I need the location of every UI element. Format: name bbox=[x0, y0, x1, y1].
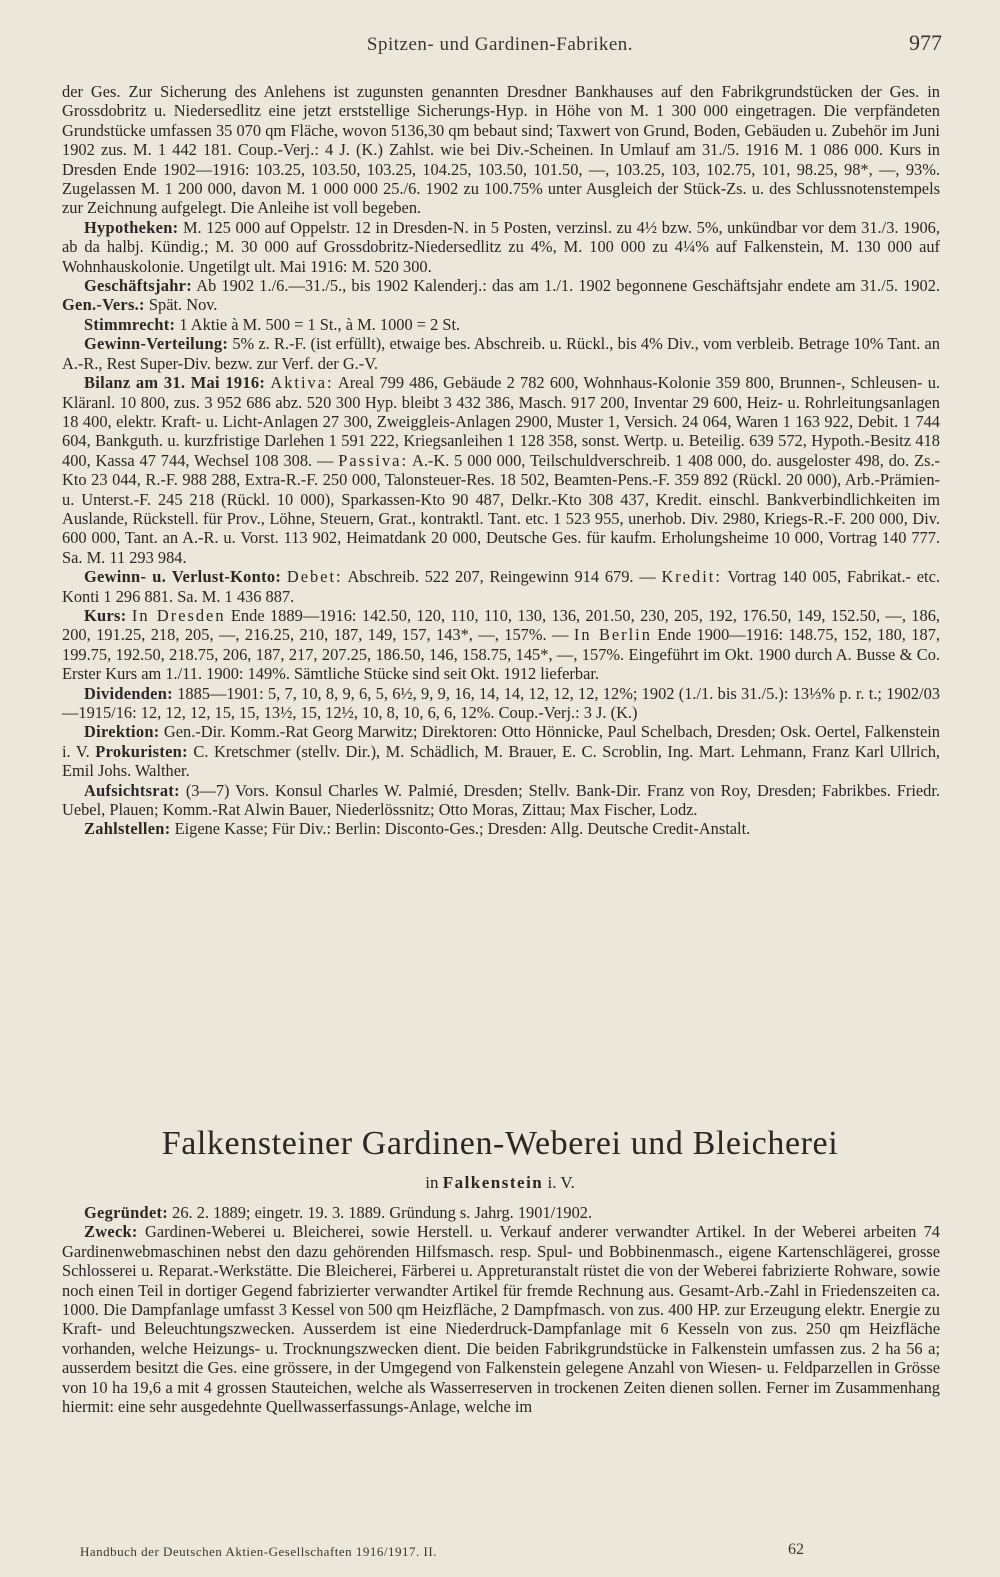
passiva-text: A.-K. 5 000 000, Teilschuldverschreib. 1 408 000, do. ausgeloster 498, do. Zs.-Kto 23 044, R.-F. 988 288, Extra-R.-F. 250 000, Talonsteuer-Res. 18 502, Beamten-Pens.-F. 359 892 (Rückl. 20 000), Arb.-Prämien- u. Unterst.-F. 245 218 (Rückl. 10 000), Sparkassen-Kto 90 487, Delkr.-Kto 308 437, Kredit. einschl. Bankverbindlichkeiten im Auslande, Rückstell. für Prov., Löhne, Steuern, Grat., kontraktl. Tant. etc. 1 523 955, unerhob. Div. 2980, Kriegs-R.-F. 200 000, Div. 600 000, Tant. an A.-R. u. Vorst. 113 902, Heimatdank 20 000, Deutsche Ges. für kaufm. Erholungsheime 10 000, Vortrag 140 777. Sa. M. 11 293 984. bbox=[62, 450, 941, 567]
dividenden-label: Dividenden: bbox=[84, 683, 173, 703]
zahlstellen-label: Zahlstellen: bbox=[84, 819, 171, 839]
aufsichtsrat-label: Aufsichtsrat: bbox=[84, 780, 180, 800]
kurs-label: Kurs: bbox=[84, 605, 127, 625]
gewinn-verteilung-text: 5% z. R.-F. (ist erfüllt), etwaige bes. Abschreib. u. Rückl., bis 4% Div., vom verbleib. Betrage 10% Tant. an A.-R., Rest Super-Div. bezw. zur Verf. der G.-V. bbox=[62, 334, 940, 373]
kurs-berlin-label: In Berlin bbox=[573, 625, 652, 645]
gewinn-verlust-paragraph bbox=[62, 567, 940, 606]
direktion-label: Direktion: bbox=[84, 722, 160, 742]
prokuristen-text: C. Kretschmer (stellv. Dir.), M. Schädlich, M. Brauer, E. C. Scroblin, Ing. Mart. Lehmann, Franz Karl Ullrich, Emil Johs. Walther. bbox=[62, 741, 941, 781]
hypotheken-label: Hypotheken: bbox=[84, 217, 179, 237]
kurs-dresden-text: Ende 1889—1916: 142.50, 120, 110, 110, 130, 136, 201.50, 230, 205, 192, 176.50, 149, 152.50, —, 186, 200, 191.25, 218, 205, —, 216.25, 210, 187, 149, 157, 143*, —, 157%. — bbox=[62, 605, 940, 645]
kurs-paragraph bbox=[62, 606, 940, 684]
location-name: Falkenstein bbox=[442, 1173, 544, 1192]
gen-vers-text: Spät. Nov. bbox=[148, 295, 218, 315]
bilanz-label: Bilanz am 31. Mai 1916: bbox=[84, 373, 266, 393]
zahlstellen-text: Eigene Kasse; Für Div.: Berlin: Disconto-Ges.; Dresden: Allg. Deutsche Credit-Anstalt. bbox=[174, 819, 751, 839]
zweck-paragraph bbox=[62, 1222, 940, 1416]
footer-source: Handbuch der Deutschen Aktien-Gesellschaften 1916/1917. II. bbox=[80, 1544, 437, 1559]
geschaeftsjahr-paragraph bbox=[62, 276, 940, 315]
new-company-entry bbox=[62, 1203, 940, 1416]
company-location bbox=[0, 1173, 1000, 1193]
gewinn-verteilung-label: Gewinn-Verteilung: bbox=[84, 334, 229, 354]
location-prefix: in bbox=[425, 1173, 439, 1192]
bond-details-paragraph: der Ges. Zur Sicherung des Anlehens ist zugunsten genannten Dresdner Bankhauses auf den Fabrikgrundstücken der Ges. in Grossdobritz u. Niedersedlitz eine jetzt erststellige Sicherungs-Hyp. in Höhe von M. 1 300 000 eingetragen. Die verpfändeten Grundstücke umfassen 35 070 qm Fläche, wovon 5136,30 qm bebaut sind; Taxwert von Grund, Boden, Gebäuden u. Zubehör im Juni 1902 zus. M. 1 442 181. Coup.-Verj.: 4 J. (K.) Zahlst. wie bei Div.-Scheinen. In Umlauf am 31./5. 1916 M. 1 086 000. Kurs in Dresden Ende 1902—1916: 103.25, 103.50, 103.25, 104.25, 103.50, 101.50, —, 103.25, 103, 102.75, 101, 98.25, 98*, —, 93%. Zugelassen M. 1 200 000, davon M. 1 000 000 25./6. 1902 zu 100.75% unter Ausgleich der Stück-Zs. u. des Schlussnotenstempels zur Zeichnung aufgelegt. Die Anleihe ist voll begeben. bbox=[62, 82, 940, 218]
debet-label: Debet: bbox=[286, 567, 343, 587]
geschaeftsjahr-label: Geschäftsjahr: bbox=[84, 276, 192, 296]
zahlstellen-paragraph bbox=[62, 819, 940, 838]
stimmrecht-text: 1 Aktie à M. 500 = 1 St., à M. 1000 = 2 St. bbox=[179, 314, 461, 334]
kredit-label: Kredit: bbox=[661, 567, 722, 587]
company-title: Falkensteiner Gardinen-Weberei und Bleicherei bbox=[161, 1125, 839, 1162]
page-number: 977 bbox=[909, 30, 942, 55]
gegruendet-label: Gegründet: bbox=[84, 1203, 169, 1222]
footer-signature: 62 bbox=[788, 1541, 804, 1558]
stimmrecht-label: Stimmrecht: bbox=[84, 314, 176, 334]
dividenden-text: 1885—1901: 5, 7, 10, 8, 9, 6, 5, 6½, 9, 9, 16, 14, 14, 12, 12, 12, 12%; 1902 (1./1. bis 31./5.): 13⅓% p. r. t.; 1902/03—1915/16: 12, 12, 12, 15, 15, 13½, 15, 12½, 10, 8, 10, 6, 6, 12%. Coup.-Verj.: 3 J. (K.) bbox=[62, 683, 940, 722]
aufsichtsrat-paragraph bbox=[62, 781, 940, 820]
aktiva-label: Aktiva: bbox=[270, 373, 334, 393]
passiva-label: Passiva: bbox=[338, 450, 409, 470]
gewinn-verteilung-paragraph bbox=[62, 334, 940, 373]
kurs-dresden-label: In Dresden bbox=[131, 605, 226, 625]
bilanz-paragraph bbox=[62, 373, 940, 567]
gen-vers-label: Gen.-Vers.: bbox=[62, 295, 145, 315]
gegruendet-paragraph bbox=[62, 1203, 940, 1222]
kredit-text: Vortrag 140 005, Fabrikat.- etc. Konti 1 296 881. Sa. M. 1 436 887. bbox=[62, 567, 940, 606]
gewinn-verlust-label: Gewinn- u. Verlust-Konto: bbox=[84, 567, 282, 587]
hypotheken-paragraph bbox=[62, 218, 940, 276]
running-title: Spitzen- und Gardinen-Fabriken. bbox=[366, 34, 634, 55]
continued-company-entry bbox=[62, 82, 940, 839]
location-suffix: i. V. bbox=[547, 1173, 575, 1192]
hypotheken-text: M. 125 000 auf Oppelstr. 12 in Dresden-N. in 5 Posten, verzinsl. zu 4½ bzw. 5%, unkündbar vor dem 31./3. 1906, ab da halbj. Kündig.; M. 30 000 auf Grossdobritz-Niedersedlitz zu 4%, M. 100 000 zu 4¼% auf Falkenstein, M. 130 000 auf Wohnhauskolonie. Ungetilgt ult. Mai 1916: M. 520 300. bbox=[62, 217, 940, 276]
direktion-text: Gen.-Dir. Komm.-Rat Georg Marwitz; Direktoren: Otto Hönnicke, Paul Schelbach, Dresden; Osk. Oertel, Falkenstein i. V. bbox=[62, 722, 940, 761]
stimmrecht-paragraph bbox=[62, 315, 940, 334]
dividenden-paragraph bbox=[62, 684, 940, 723]
zweck-label: Zweck: bbox=[84, 1222, 138, 1242]
gegruendet-text: 26. 2. 1889; eingetr. 19. 3. 1889. Gründung s. Jahrg. 1901/1902. bbox=[172, 1203, 593, 1222]
kurs-berlin-text: Ende 1900—1916: 148.75, 152, 180, 187, 199.75, 192.50, 218.75, 206, 187, 217, 207.25, 186.50, 146, 158.75, 145*, —, 157%. Eingeführt im Okt. 1900 durch A. Busse & Co. Erster Kurs am 1./11. 1900: 149%. Sämtliche Stücke sind seit Okt. 1912 lieferbar. bbox=[62, 625, 940, 684]
aufsichtsrat-text: (3—7) Vors. Konsul Charles W. Palmié, Dresden; Stellv. Bank-Dir. Franz von Roy, Dresden; Fabrikbes. Friedr. Uebel, Plauen; Komm.-Rat Alwin Bauer, Niederlössnitz; Otto Moras, Zittau; Max Fischer, Lodz. bbox=[62, 780, 940, 820]
aktiva-text: Areal 799 486, Gebäude 2 782 600, Wohnhaus-Kolonie 359 800, Brunnen-, Schleusen- u. Kläranl. 10 800, zus. 3 952 686 abz. 520 300 Hyp. bleibt 3 432 386, Masch. 917 200, Inventar 29 600, Heiz- u. Rohrleitungsanlagen 18 400, elektr. Kraft- u. Licht-Anlagen 27 300, Zweiggleis-Anlagen 2900, Muster 1, Versich. 24 064, Waren 1 163 922, Debit. 1 744 604, Bankguth. u. kurzfristige Darlehen 1 591 222, Kriegsanleihen 1 128 358, sonst. Wertp. u. Beteilig. 639 572, Hypoth.-Besitz 418 400, Kassa 47 744, Wechsel 108 308. — bbox=[62, 373, 940, 470]
direktion-paragraph bbox=[62, 722, 940, 780]
zweck-text: Gardinen-Weberei u. Bleicherei, sowie Herstell. u. Verkauf anderer verwandter Artikel. In der Weberei arbeiten 74 Gardinenwebmaschinen nebst den dazu gehörenden Hilfsmasch. resp. Spul- und Bobbinenmasch., eigene Kartenschlägerei, grosse Schlosserei u. Reparat.-Werkstätte. Die Bleicherei, Färberei u. Appreturanstalt rüstet die von der Weberei fabrizierte Rohware, sowie noch einen Teil in dortiger Gegend fabrizierter verwandter Artikel für fremde Rechnung aus. Gesamt-Arb.-Zahl in Friedenszeiten ca. 1000. Die Dampfanlage umfasst 3 Kessel von 500 qm Heizfläche, 2 Dampfmasch. von zus. 400 HP. zur Erzeugung elektr. Energie zu Kraft- und Beleuchtungszwecken. Ausserdem ist eine Niederdruck-Dampfanlage mit 6 Kesseln von zus. 250 qm Heizfläche vorhanden, welche Heizungs- u. Trocknungszwecken dient. Die beiden Fabrikgrundstücke in Falkenstein umfassen zus. 2 ha 56 a; ausserdem besitzt die Ges. eine grössere, in der Umgegend von Falkenstein gelegene Anzahl von Wiesen- u. Feldparzellen in Grösse von 10 ha 19,6 a mit 4 grossen Stauteichen, welche als Wasserreserven in trockenen Zeiten dienen sollen. Ferner im Zusammenhang hiermit: eine sehr ausgedehnte Quellwasserfassungs-Anlage, welche im bbox=[62, 1222, 940, 1417]
prokuristen-label: Prokuristen: bbox=[95, 741, 188, 761]
debet-text: Abschreib. 522 207, Reingewinn 914 679. — bbox=[347, 567, 656, 587]
geschaeftsjahr-text: Ab 1902 1./6.—31./5., bis 1902 Kalenderj.: das am 1./1. 1902 begonnene Geschäftsjahr endete am 31./5. 1902. bbox=[196, 276, 941, 296]
